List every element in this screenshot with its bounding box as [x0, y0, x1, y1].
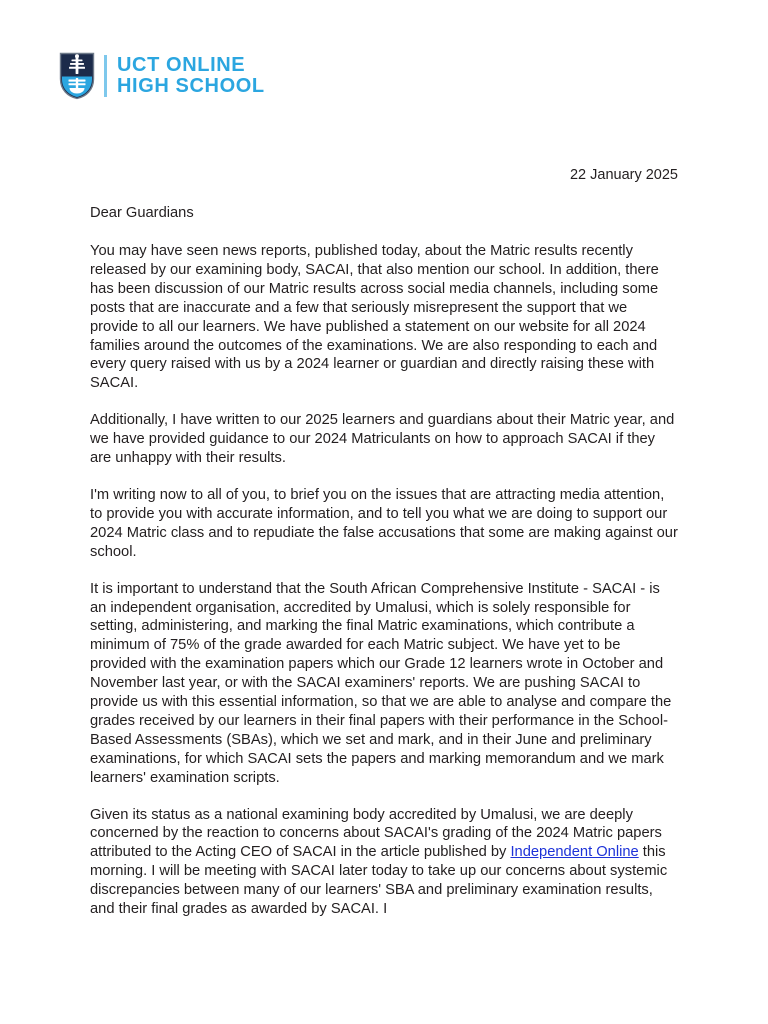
paragraph-5-text-before-link: Given its status as a national examining body accredited by Umalusi, we are deeply concerned by the reaction to concerns about SACAI's grading of the 2024 Matric papers attributed to the Acting CEO of SACAI in the article published by — [90, 806, 662, 861]
letterhead — [59, 52, 265, 100]
paragraph-5 — [90, 806, 678, 919]
letter-body — [90, 204, 678, 919]
brand-wordmark — [117, 55, 265, 98]
vertical-divider-icon — [104, 55, 107, 97]
letter-date: 22 January 2025 — [569, 167, 678, 183]
paragraph-2: Additionally, I have written to our 2025 learners and guardians about their Matric year, and we have provided guidance to our 2024 Matriculants on how to approach SACAI if they are unhappy with their results. — [90, 412, 675, 467]
paragraph-4: It is important to understand that the South African Comprehensive Institute - SACAI - is an independent organisation, accredited by Umalusi, which is solely responsible for setting, administering, and marking the final Matric examinations, which contribute a minimum of 75% of the grade awarded for each Matric subject. We have yet to be provided with the examination papers which our Grade 12 learners wrote in October and November last year, or with the SACAI examiners' reports. We are pushing SACAI to provide us with this essential information, so that we are able to analyse and compare the grades received by our learners in their final papers with their performance in the School-Based Assessments (SBAs), which we set and mark, and in their June and preliminary examinations, for which SACAI sets the papers and marking memorandum and we mark learners' examination scripts. — [90, 580, 672, 786]
paragraph-3: I'm writing now to all of you, to brief you on the issues that are attracting media attention, to provide you with accurate information, and to tell you what we are doing to support our 2024 Matric class and to repudiate the false accusations that some are making against our school. — [90, 486, 678, 560]
independent-online-link[interactable]: Independent Online — [510, 844, 639, 861]
brand-line-secondary: HIGH SCHOOL — [117, 75, 265, 97]
salutation: Dear Guardians — [90, 205, 194, 221]
paragraph-1: You may have seen news reports, published today, about the Matric results recently released by our examining body, SACAI, that also mention our school. In addition, there has been discussion of our Matric results across social media channels, including some posts that are inaccurate and a few that seriously misrepresent the support that we provide to all our learners. We have published a statement on our website for all 2024 families around the outcomes of the examinations. We are also responding to each and every query raised with us by a 2024 learner or guardian and directly raising these with SACAI. — [90, 243, 659, 392]
paragraph-5-text-after-link: this morning. I will be meeting with SACAI later today to take up our concerns about systemic discrepancies between many of our learners' SBA and preliminary examination results, and their final grades as awarded by SACAI. I — [90, 844, 668, 918]
uct-shield-crest-icon — [59, 52, 95, 100]
brand-line-primary: UCT ONLINE — [117, 53, 246, 76]
